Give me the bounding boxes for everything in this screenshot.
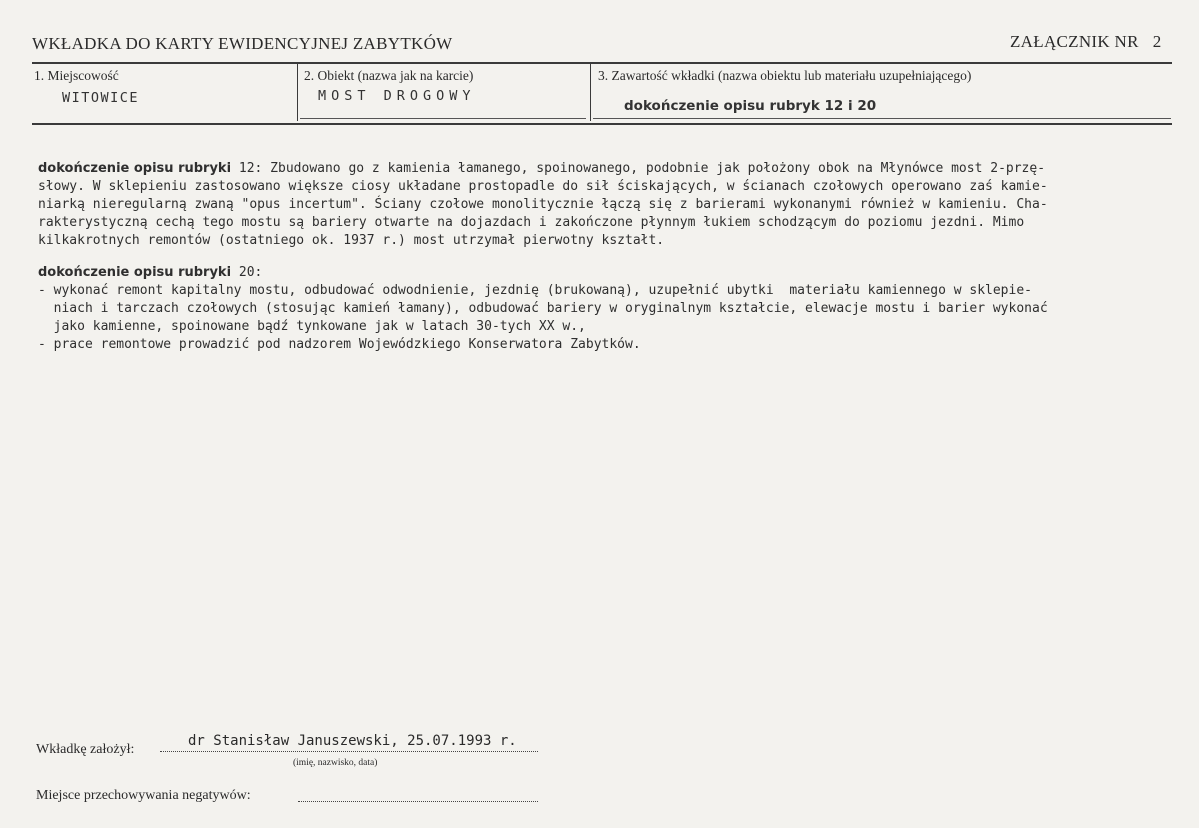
section-20-heading: dokończenie opisu rubryki [38, 265, 232, 280]
section-12-number: 12: [238, 161, 263, 176]
field-value-place: WITOWICE [62, 90, 140, 106]
field-label-object: 2. Obiekt (nazwa jak na karcie) [304, 68, 474, 83]
founder-dotted-line [160, 751, 538, 752]
section-12-heading: dokończenie opisu rubryki [38, 161, 232, 176]
list-item: - prace remontowe prowadzić pod nadzorem Wojewódzkiego Konserwatora Zabytków. [38, 337, 641, 352]
negatives-dotted-line [298, 801, 538, 802]
founder-label: Wkładkę założył: [36, 742, 135, 757]
list-item: - wykonać remont kapitalny mostu, odbudować odwodnienie, jezdnię (brukowaną), uzupełnić ubytki materiału kamiennego w sklepie- [38, 283, 1032, 298]
description-body [38, 160, 1148, 354]
header-top-rule [32, 62, 1172, 64]
paragraph-line: słowy. W sklepieniu zastosowano większe ciosy układane prostopadle do sił ściskających, w ścianach czołowych operowano zaś kamie- [38, 179, 1048, 194]
founder-hint: (imię, nazwisko, data) [293, 758, 378, 768]
field-underline [300, 118, 586, 119]
section-12-first-line [38, 160, 1148, 178]
field-label-place: 1. Miejscowość [34, 68, 119, 83]
paragraph-line: kilkakrotnych remontów (ostatniego ok. 1937 r.) most utrzymał pierwotny kształt. [38, 233, 665, 248]
annex-marker [1010, 32, 1162, 52]
annex-number: 2 [1152, 32, 1162, 51]
field-label-content: 3. Zawartość wkładki (nazwa obiektu lub materiału uzupełniającego) [598, 68, 972, 83]
column-divider [297, 63, 298, 121]
list-item-continuation: jako kamienne, spoinowane bądź tynkowane jak w latach 30-tych XX w., [38, 319, 586, 334]
column-divider [590, 63, 591, 121]
section-20-heading-line [38, 264, 1148, 282]
paragraph-line: rakterystyczną cechą tego mostu są bariery otwarte na dojazdach i zakończone płynnym łukiem schodzącym do poziomu jezdni. Mimo [38, 215, 1025, 230]
founder-value: dr Stanisław Januszewski, 25.07.1993 r. [188, 733, 517, 749]
annex-label: ZAŁĄCZNIK NR [1010, 32, 1139, 51]
paragraph-line: Zbudowano go z kamienia łamanego, spoinowanego, podobnie jak położony obok na Młynówce most 2-przę- [262, 161, 1046, 176]
page-title: WKŁADKA DO KARTY EWIDENCYJNEJ ZABYTKÓW [32, 34, 453, 53]
field-value-content: dokończenie opisu rubryk 12 i 20 [624, 98, 877, 114]
negatives-label: Miejsce przechowywania negatywów: [36, 788, 251, 803]
section-20-number: 20: [238, 265, 263, 280]
header-bottom-rule [32, 123, 1172, 125]
list-item-continuation: niach i tarczach czołowych (stosując kamień łamany), odbudować bariery w oryginalnym kształcie, elewacje mostu i barier wykonać [38, 301, 1048, 316]
field-value-object: MOST DROGOWY [318, 88, 476, 104]
paragraph-line: niarką nieregularną zwaną "opus incertum". Ściany czołowe monolitycznie łączą się z barierami wykonanymi również w kamieniu. Cha- [38, 197, 1048, 212]
field-underline [593, 118, 1171, 119]
